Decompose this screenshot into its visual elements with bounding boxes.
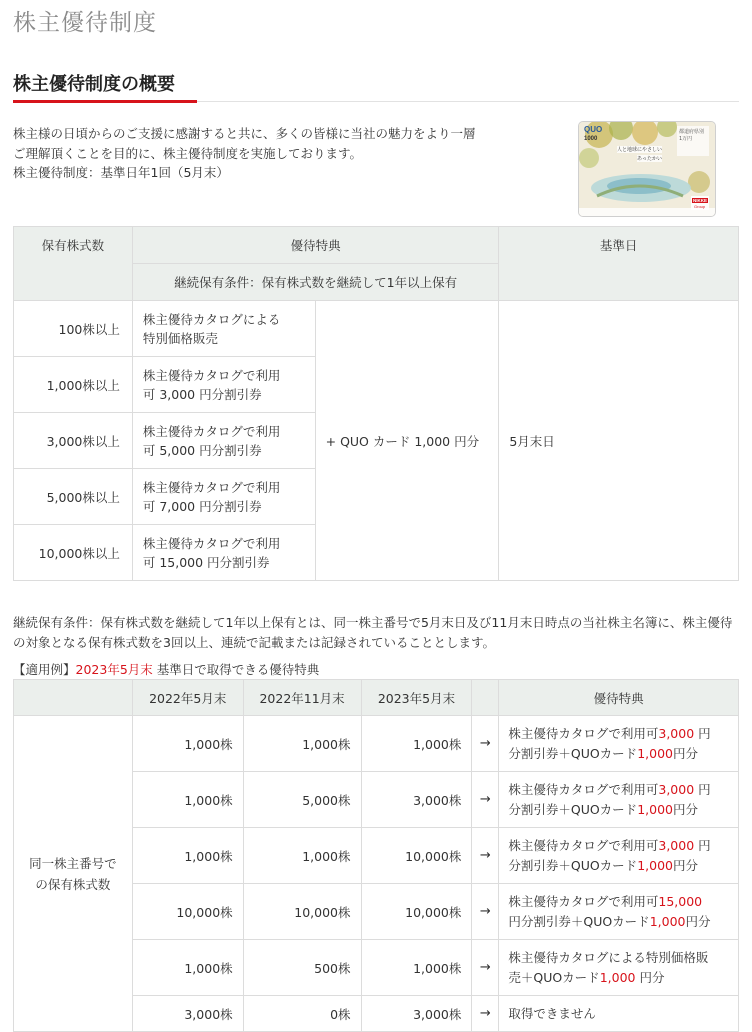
benefits-table	[13, 226, 739, 581]
benefit-amount: 1,000	[599, 969, 636, 985]
benefit-cell	[499, 828, 739, 884]
arrow-icon: →	[472, 940, 499, 996]
benefit-amount: 1,000	[637, 745, 673, 761]
shares-cell: 5,000株	[243, 772, 361, 828]
benefit-cell	[132, 413, 315, 469]
row-label-cell	[14, 716, 133, 1032]
benefit-text: 分割引券＋QUOカード	[508, 801, 638, 817]
benefit-text: 円	[694, 725, 711, 741]
header-benefit: 優待特典	[499, 680, 739, 716]
table-row	[14, 301, 739, 357]
header-empty	[14, 680, 133, 716]
benefit-amount: 15,000	[658, 893, 703, 909]
quo-card-image	[578, 121, 716, 217]
benefit-cell	[132, 357, 315, 413]
benefit-text: 株主優待カタログで利用可	[508, 837, 659, 853]
benefit-text: 円	[694, 781, 711, 797]
shares-cell: 10,000株以上	[14, 525, 133, 581]
shares-cell: 1,000株	[132, 940, 243, 996]
continuous-condition-note	[13, 613, 741, 653]
quo-caption-2: あったかい	[637, 156, 662, 162]
benefit-line: 株主優待カタログで利用	[142, 479, 281, 495]
benefit-text: 円	[694, 837, 711, 853]
shares-cell: 500株	[243, 940, 361, 996]
shares-cell: 3,000株	[361, 996, 472, 1032]
benefit-text: 分割引券＋QUOカード	[508, 857, 638, 873]
intro-line: 株主優待制度：基準日年1回（5月末）	[13, 165, 229, 180]
row-label-line: の保有株式数	[35, 876, 111, 892]
arrow-icon: →	[472, 772, 499, 828]
example-label-prefix: 【適用例】	[13, 662, 76, 677]
base-date-cell: 5月末日	[499, 301, 739, 581]
shares-cell: 1,000株	[243, 828, 361, 884]
benefit-amount: 1,000	[649, 913, 686, 929]
benefit-cell	[132, 301, 315, 357]
intro-line: 株主様の日頃からのご支援に感謝すると共に、多くの皆様に当社の魅力をより一層	[13, 126, 476, 141]
benefit-cell	[499, 940, 739, 996]
example-label-date: 2023年5月末	[75, 662, 153, 677]
benefit-text: 円分	[685, 913, 711, 929]
shares-cell: 1,000株	[361, 716, 472, 772]
section-title-underline	[13, 100, 197, 103]
example-label	[13, 660, 319, 678]
section-title: 株主優待制度の概要	[13, 74, 175, 95]
nikke-logo: NIKKE	[693, 198, 708, 203]
benefit-text: 株主優待カタログで利用可	[508, 893, 659, 909]
shares-cell: 1,000株	[361, 940, 472, 996]
benefit-line: 可 7,000 円分割引券	[142, 498, 262, 514]
intro-line: ご理解頂くことを目的に、株主優待制度を実施しております。	[13, 145, 363, 161]
benefit-text: 株主優待カタログで利用可	[508, 725, 659, 741]
note-line: 継続保有条件：保有株式数を継続して1年以上保有とは、同一株主番号で5月末日及び11月末日時点の当社株主名簿に、株主優待	[13, 615, 733, 630]
benefit-cell	[499, 884, 739, 940]
shares-cell: 10,000株	[361, 884, 472, 940]
shares-cell: 0株	[243, 996, 361, 1032]
shares-cell: 1,000株	[132, 716, 243, 772]
benefit-line: 可 5,000 円分割引券	[142, 442, 262, 458]
example-label-suffix: 基準日で取得できる優待特典	[152, 662, 320, 677]
benefit-text: 円分	[672, 745, 698, 761]
shares-cell: 3,000株以上	[14, 413, 133, 469]
table-row	[14, 716, 739, 772]
benefit-cell	[132, 469, 315, 525]
shares-cell: 100株以上	[14, 301, 133, 357]
arrow-icon: →	[472, 996, 499, 1032]
benefit-line: 可 3,000 円分割引券	[142, 386, 262, 402]
quo-amount-text: 1000	[584, 136, 598, 142]
header-date-1: 2022年5月末	[132, 680, 243, 716]
benefit-text: 円分割引券＋QUOカード	[508, 913, 650, 929]
header-continuous-condition: 継続保有条件：保有株式数を継続して1年以上保有	[132, 264, 498, 301]
benefit-text: 株主優待カタログで利用可	[508, 781, 659, 797]
header-base-date: 基準日	[499, 227, 739, 301]
benefit-line: 株主優待カタログによる	[142, 311, 281, 327]
benefit-cell	[132, 525, 315, 581]
example-table	[13, 679, 739, 1032]
quo-caption-1: 人と地球にやさしい	[617, 147, 663, 153]
page-title: 株主優待制度	[13, 10, 157, 36]
arrow-icon: →	[472, 716, 499, 772]
header-arrow-empty	[472, 680, 499, 716]
shares-cell: 1,000株以上	[14, 357, 133, 413]
benefit-cell: 取得できません	[499, 996, 739, 1032]
benefit-line: 特別価格販売	[142, 330, 218, 346]
shares-cell: 10,000株	[132, 884, 243, 940]
benefit-text: 円分	[672, 801, 698, 817]
benefit-amount: 3,000	[658, 781, 695, 797]
benefit-amount: 1,000	[637, 857, 673, 873]
benefit-line: 株主優待カタログで利用	[142, 423, 281, 439]
arrow-icon: →	[472, 884, 499, 940]
header-date-2: 2022年11月末	[243, 680, 361, 716]
benefit-amount: 1,000	[637, 801, 673, 817]
shares-cell: 10,000株	[361, 828, 472, 884]
benefit-line: 株主優待カタログで利用	[142, 535, 281, 551]
benefit-amount: 3,000	[658, 725, 695, 741]
intro-text	[13, 124, 543, 183]
benefit-text: 売＋QUOカード	[508, 969, 600, 985]
header-benefit: 優待特典	[132, 227, 498, 264]
shares-cell: 1,000株	[132, 828, 243, 884]
shares-cell: 3,000株	[361, 772, 472, 828]
header-date-3: 2023年5月末	[361, 680, 472, 716]
benefit-text: 株主優待カタログによる特別価格販	[508, 949, 709, 965]
shares-cell: 1,000株	[132, 772, 243, 828]
note-line: の対象となる保有株式数を3回以上、連続で記載または記録されていることとします。	[13, 635, 495, 650]
benefit-text: 分割引券＋QUOカード	[508, 745, 638, 761]
benefit-amount: 3,000	[658, 837, 695, 853]
benefit-text: 円分	[635, 969, 665, 985]
shares-cell: 5,000株以上	[14, 469, 133, 525]
benefit-text: 円分	[672, 857, 698, 873]
benefit-cell	[499, 772, 739, 828]
header-shares: 保有株式数	[14, 227, 133, 301]
arrow-icon: →	[472, 828, 499, 884]
row-label-line: 同一株主番号で	[29, 855, 117, 871]
benefit-cell	[499, 716, 739, 772]
nikke-logo-sub: Group	[694, 204, 706, 209]
quo-benefit-cell: + QUO カード 1,000 円分	[315, 301, 499, 581]
shares-cell: 3,000株	[132, 996, 243, 1032]
shares-cell: 10,000株	[243, 884, 361, 940]
quo-brand-text: QUO	[584, 125, 603, 134]
quo-corner-text: 都道府県別1万円	[679, 129, 705, 142]
benefit-line: 可 15,000 円分割引券	[142, 554, 270, 570]
shares-cell: 1,000株	[243, 716, 361, 772]
benefit-line: 株主優待カタログで利用	[142, 367, 281, 383]
